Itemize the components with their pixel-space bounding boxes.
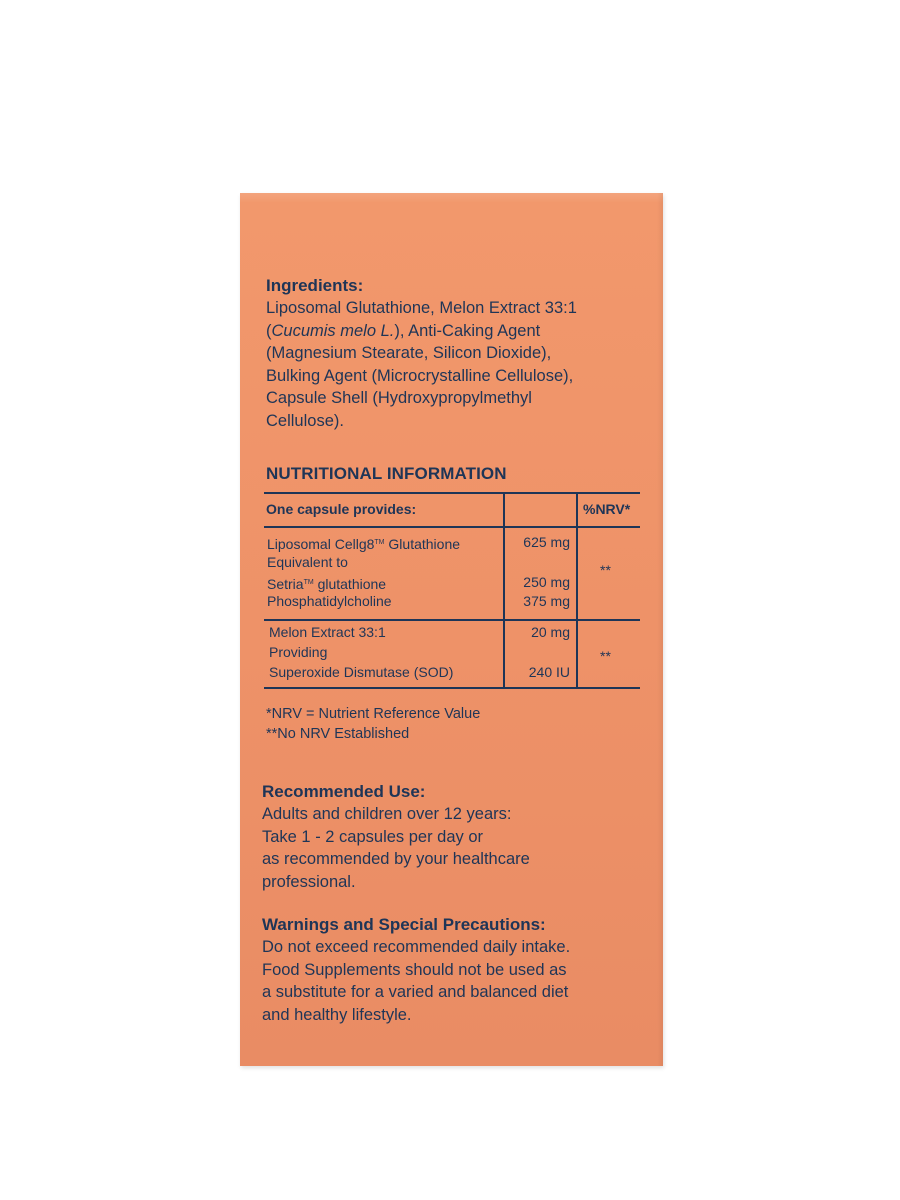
trademark-mark: TM — [303, 579, 314, 586]
ingredients-line: Cellulose). — [266, 411, 344, 430]
warnings-line: Food Supplements should not be used as — [262, 960, 567, 979]
recommended-use-section — [262, 781, 530, 893]
table-row-amount: 625 mg — [523, 534, 570, 550]
table-rule-group — [264, 619, 640, 621]
recommended-use-line: as recommended by your healthcare — [262, 850, 530, 868]
warnings-line: and healthy lifestyle. — [262, 1005, 412, 1024]
nutrient-name-rest: Glutathione — [384, 536, 461, 552]
recommended-use-line: Take 1 - 2 capsules per day or — [262, 827, 484, 846]
table-row-amount: 20 mg — [531, 624, 570, 640]
table-rule-bottom — [264, 687, 640, 689]
table-divider-amount — [503, 492, 505, 688]
warnings-line: Do not exceed recommended daily intake. — [262, 938, 571, 956]
ingredients-text — [266, 297, 656, 432]
table-row-name: Melon Extract 33:1 — [269, 624, 386, 640]
nutrient-name: Liposomal Cellg8 — [267, 536, 375, 552]
table-row-nrv: ** — [600, 562, 611, 578]
ingredients-line: Liposomal Glutathione, Melon Extract 33:1 — [266, 299, 577, 317]
footnote-line: **No NRV Established — [266, 726, 410, 742]
ingredients-line-rest: ), Anti-Caking Agent — [394, 321, 541, 340]
recommended-use-heading: Recommended Use: — [262, 782, 426, 801]
nrv-footnotes — [266, 704, 480, 744]
table-rule-header — [264, 526, 640, 528]
table-row-nrv: ** — [600, 648, 611, 664]
table-row-name: Providing — [269, 644, 328, 660]
warnings-line: a substitute for a varied and balanced diet — [262, 983, 569, 1001]
ingredients-line — [266, 320, 656, 343]
footnote-line: *NRV = Nutrient Reference Value — [266, 706, 481, 722]
nutrition-table — [264, 492, 640, 689]
recommended-use-line: Adults and children over 12 years: — [262, 805, 512, 823]
ingredients-section — [266, 275, 656, 432]
table-row-amount: 240 IU — [528, 664, 570, 680]
recommended-use-line: professional. — [262, 872, 356, 891]
warnings-heading: Warnings and Special Precautions: — [262, 915, 546, 934]
ingredients-line: (Magnesium Stearate, Silicon Dioxide), — [266, 344, 552, 362]
table-header-nrv: %NRV* — [583, 501, 631, 517]
warnings-text — [262, 936, 570, 1026]
paren: ( — [266, 321, 272, 340]
table-row-amount: 250 mg — [523, 574, 570, 590]
ingredients-heading: Ingredients: — [266, 276, 364, 295]
table-header-provides: One capsule provides: — [266, 501, 417, 517]
nutrient-name: Setria — [267, 576, 304, 592]
ingredients-line: Capsule Shell (Hydroxypropylmethyl — [266, 389, 532, 407]
warnings-section — [262, 914, 570, 1026]
table-row-name: Superoxide Dismutase (SOD) — [269, 664, 454, 680]
nutrition-title: NUTRITIONAL INFORMATION — [266, 464, 507, 483]
nutrient-name-rest: glutathione — [313, 576, 387, 592]
table-row-name: Phosphatidylcholine — [267, 593, 392, 609]
botanical-name: Cucumis melo L. — [271, 321, 395, 340]
ingredients-line: Bulking Agent (Microcrystalline Cellulose), — [266, 366, 574, 385]
recommended-use-text — [262, 803, 530, 893]
table-row-amount: 375 mg — [523, 593, 570, 609]
table-row-name: Equivalent to — [267, 554, 348, 570]
table-divider-nrv — [576, 492, 578, 688]
trademark-mark: TM — [374, 539, 385, 546]
table-rule-top — [264, 492, 640, 494]
table-row-name — [267, 533, 460, 555]
